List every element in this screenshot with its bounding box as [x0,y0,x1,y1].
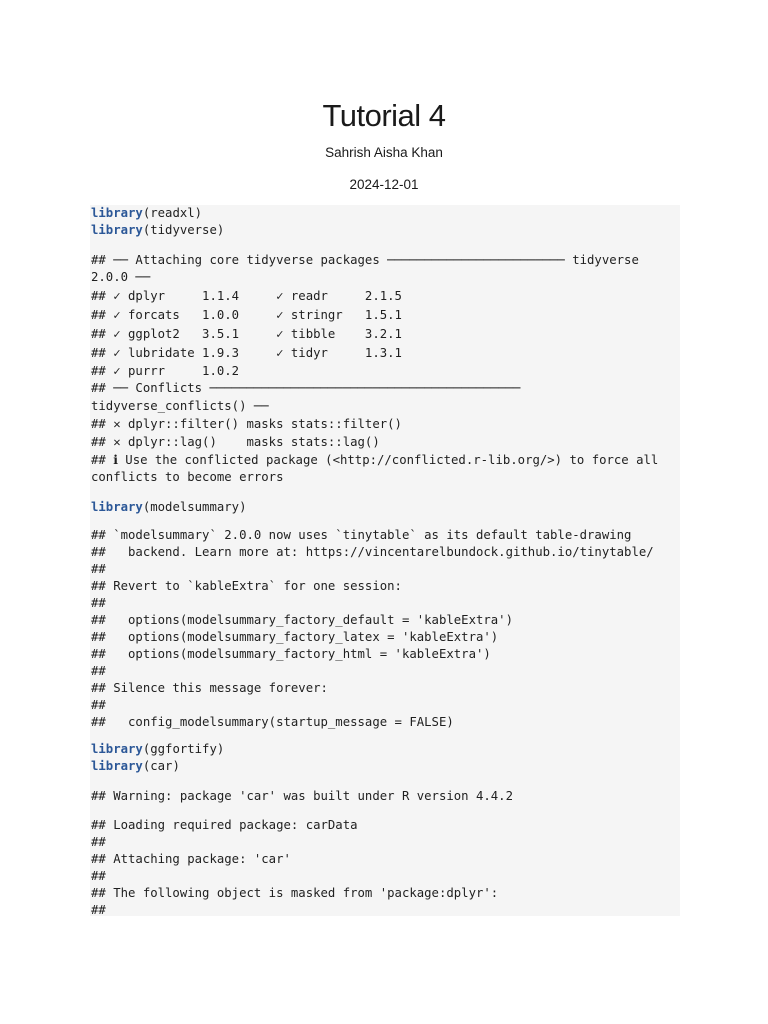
output-line: ## [91,664,106,678]
title-block [0,96,768,194]
output-line: ## ✕ dplyr::filter() masks stats::filter() [91,417,402,431]
output-line: ## The following object is masked from 'package:dplyr': [91,886,499,900]
output-line: ## ✓ lubridate 1.9.3 ✓ tidyr 1.3.1 [91,346,402,360]
output-line: 2.0.0 ── [91,270,151,284]
output-line: conflicts to become errors [91,470,284,484]
output-line: ## ── Conflicts ────────────────────────────────────────── [91,381,521,395]
output-line: ## options(modelsummary_factory_default = 'kableExtra') [91,613,513,627]
document-date: 2024-12-01 [349,177,419,192]
output-line: ## [91,835,106,849]
code-argument: (modelsummary) [142,500,247,514]
output-line: ## [91,698,106,712]
code-keyword: library [91,500,143,514]
code-keyword: library [91,759,143,773]
output-line: ## options(modelsummary_factory_html = 'kableExtra') [91,647,491,661]
output-line: ## [91,562,106,576]
output-line: ## Loading required package: carData [91,818,358,832]
output-line: ## `modelsummary` 2.0.0 now uses `tinytable` as its default table-drawing [91,528,632,542]
output-line: ## ✓ dplyr 1.1.4 ✓ readr 2.1.5 [91,289,402,303]
code-argument: (car) [142,759,180,773]
output-line: ## ✕ dplyr::lag() masks stats::lag() [91,435,380,449]
code-keyword: library [91,206,143,220]
document-title: Tutorial 4 [322,98,446,133]
output-line: ## backend. Learn more at: https://vincentarelbundock.github.io/tinytable/ [91,545,654,559]
output-line: tidyverse_conflicts() ── [91,399,269,413]
code-line [91,205,202,222]
code-keyword: library [91,742,143,756]
output-line: ## Silence this message forever: [91,681,328,695]
code-line [91,758,180,775]
output-line: ## [91,596,106,610]
code-line [91,222,224,239]
code-keyword: library [91,223,143,237]
document-author: Sahrish Aisha Khan [325,145,443,160]
output-line: ## ✓ forcats 1.0.0 ✓ stringr 1.5.1 [91,308,402,322]
code-argument: (tidyverse) [142,223,225,237]
code-output-area [90,205,680,916]
output-line: ## config_modelsummary(startup_message = FALSE) [91,715,454,729]
output-line: ## Warning: package 'car' was built under R version 4.4.2 [91,789,513,803]
output-line: ## Revert to `kableExtra` for one session: [91,579,402,593]
output-line: ## ── Attaching core tidyverse packages ──────────────────────── tidyverse [91,253,639,267]
output-line: ## [91,869,106,883]
code-argument: (ggfortify) [142,742,225,756]
output-line: ## options(modelsummary_factory_latex = 'kableExtra') [91,630,499,644]
output-line: ## ✓ purrr 1.0.2 [91,364,240,378]
code-line [91,741,224,758]
code-argument: (readxl) [142,206,203,220]
output-line: ## ℹ Use the conflicted package (<http://conflicted.r-lib.org/>) to force all [91,453,659,467]
code-line [91,499,246,516]
output-line: ## [91,903,106,916]
output-line: ## Attaching package: 'car' [91,852,291,866]
output-line: ## ✓ ggplot2 3.5.1 ✓ tibble 3.2.1 [91,327,402,341]
